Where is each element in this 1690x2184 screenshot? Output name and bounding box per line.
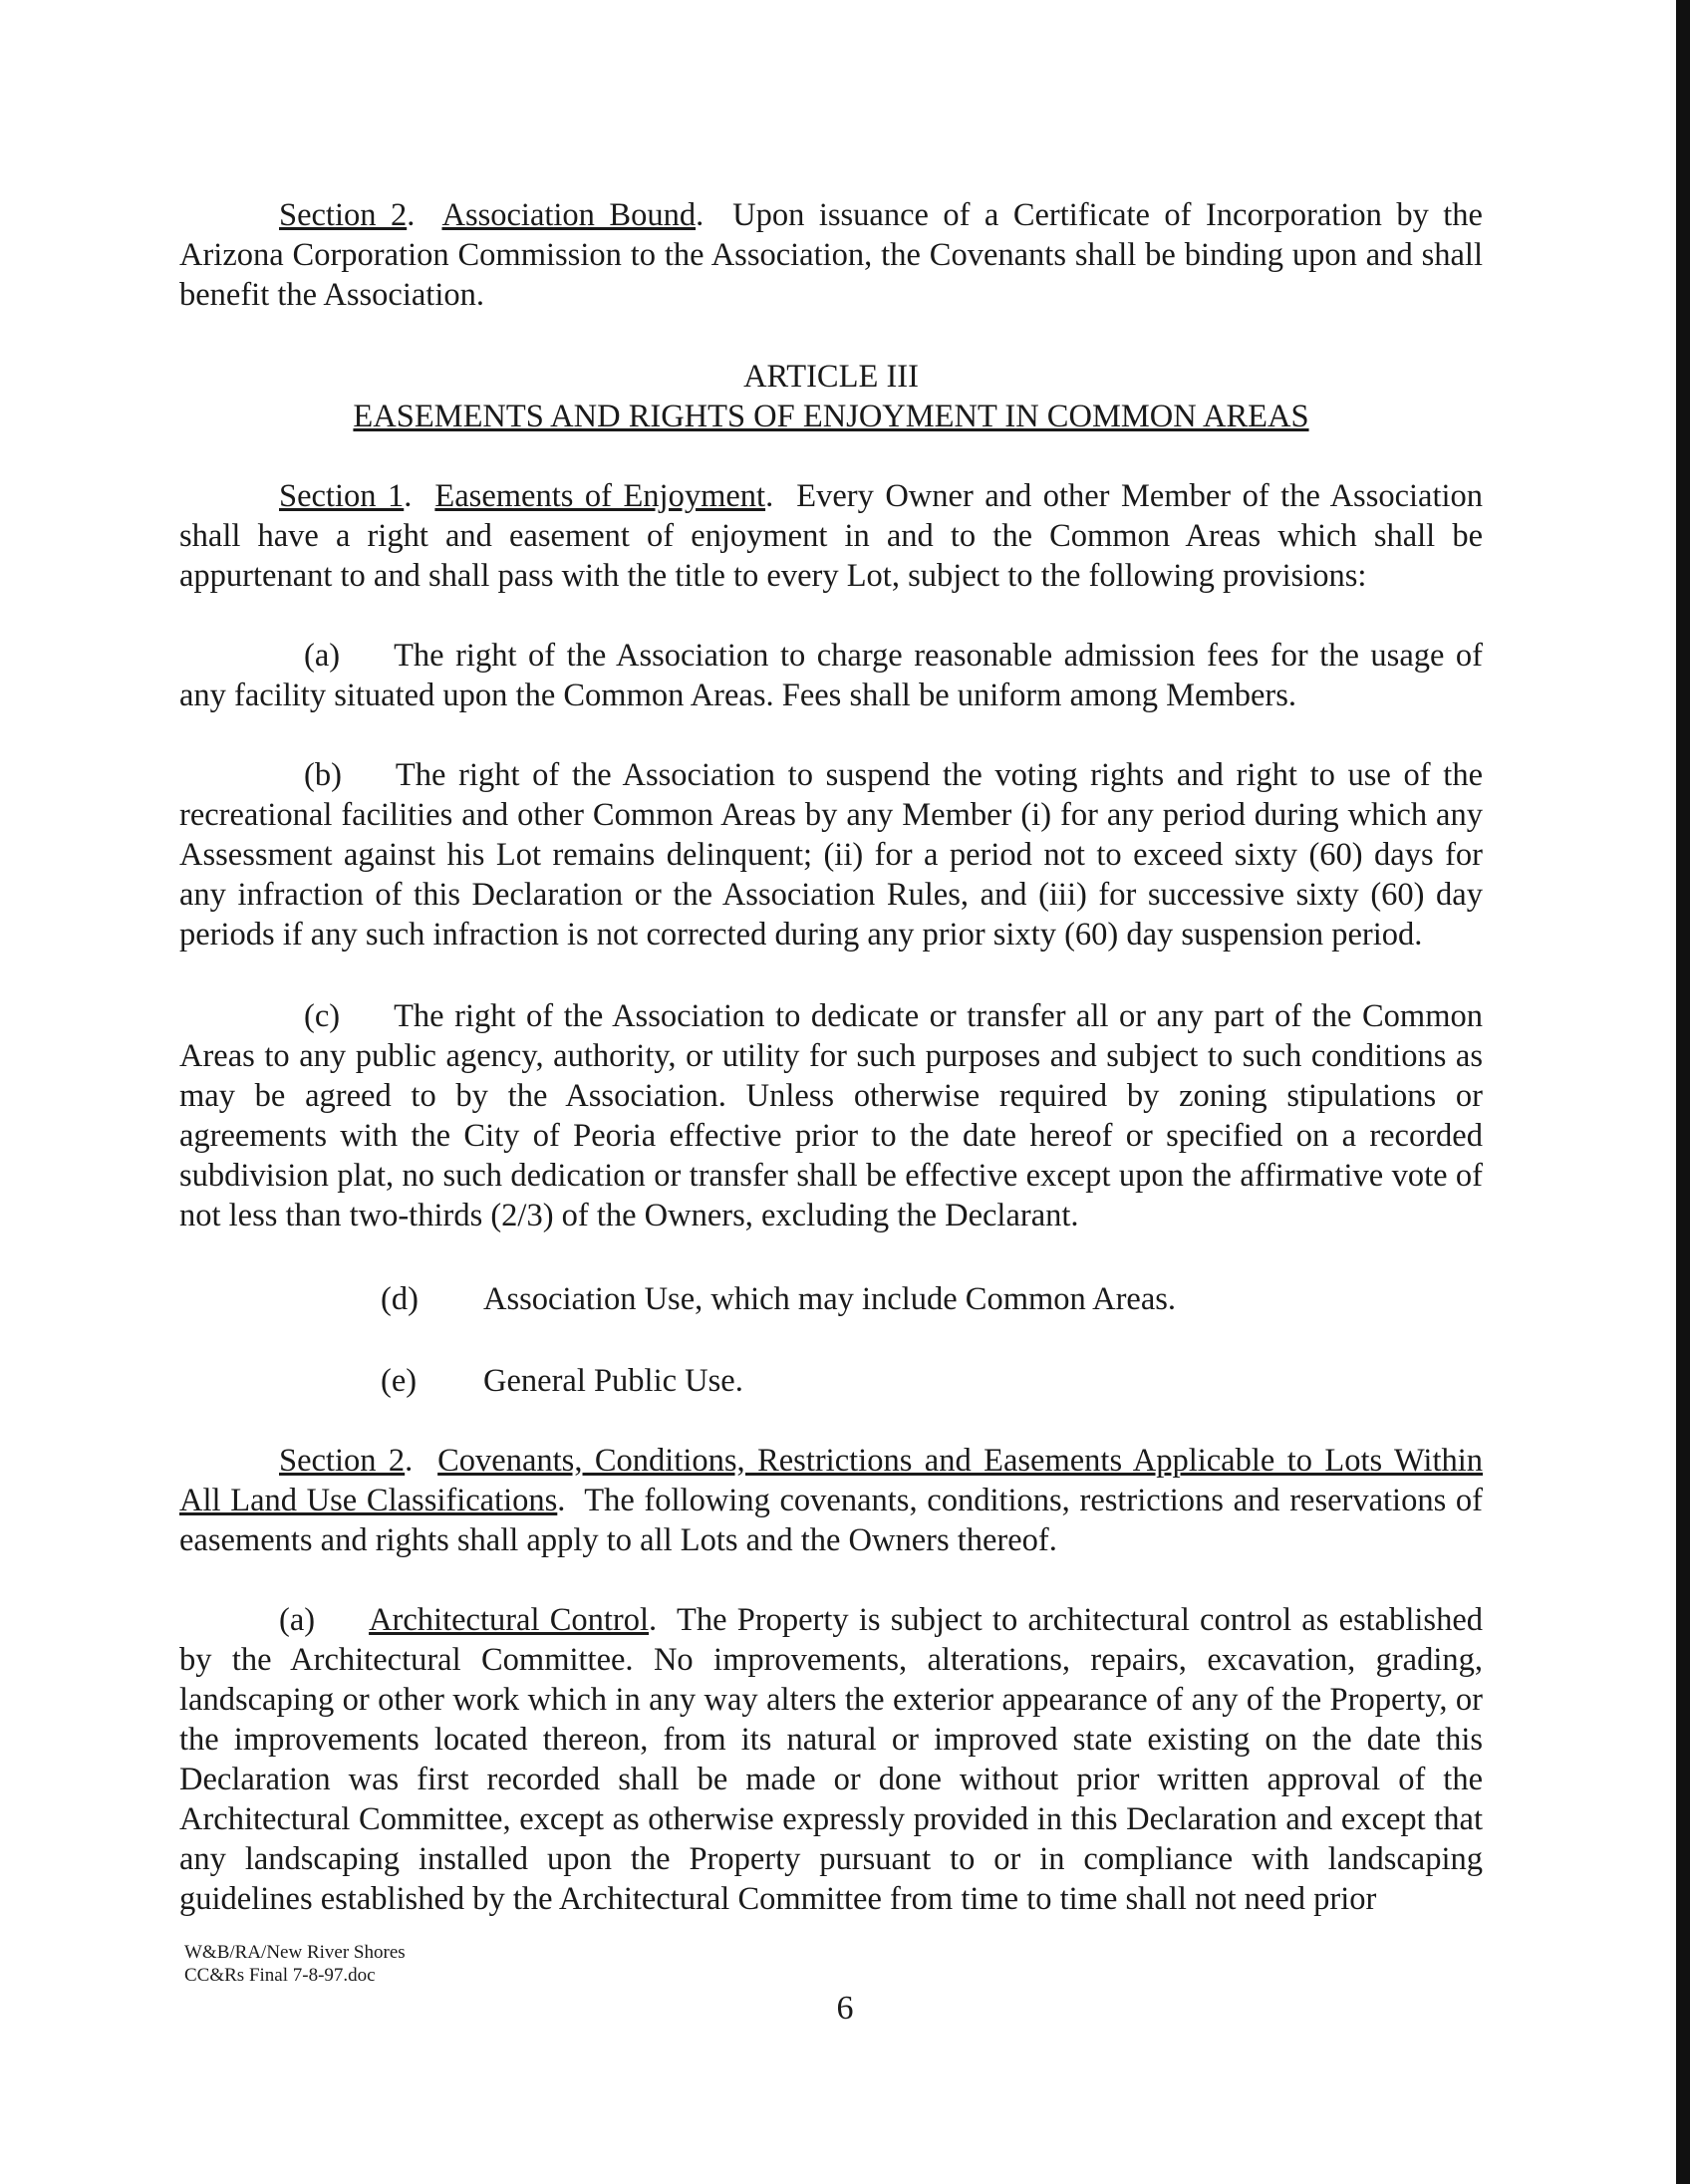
provision-text: General Public Use. bbox=[483, 1363, 743, 1399]
section-text: Every Owner and other Member of the Association shall have a right and easement of enjoyment in and to the Common Areas which shall be appurtenant to and shall pass with the title to every Lot, subject to the following provisions: bbox=[179, 478, 1484, 594]
provision-d bbox=[381, 1279, 1176, 1319]
footer-line-1: W&B/RA/New River Shores bbox=[184, 1942, 406, 1963]
provision-title: Architectural Control bbox=[369, 1602, 650, 1638]
section-title: Easements of Enjoyment bbox=[434, 478, 766, 514]
scan-edge bbox=[1676, 0, 1690, 2184]
provision-label: (d) bbox=[381, 1281, 419, 1317]
section-2-association-bound: Section 2. Association Bound. Upon issuance of a Certificate of Incorporation by the Arizona Corporation Commission to the Association, the Covenants shall be binding upon and shall benefit the Association. bbox=[179, 197, 1483, 313]
provision-b bbox=[179, 755, 1483, 955]
section-title: Association Bound bbox=[441, 197, 697, 233]
page-number: 6 bbox=[836, 1990, 854, 2027]
provision-label: (a) bbox=[304, 638, 341, 674]
provision-e bbox=[381, 1361, 743, 1401]
provision-text: Association Use, which may include Common Areas. bbox=[483, 1281, 1177, 1317]
provision-label: (b) bbox=[304, 757, 342, 793]
provision-label: (a) bbox=[279, 1602, 316, 1638]
article-number: ARTICLE III bbox=[743, 359, 919, 395]
section-text: The following covenants, conditions, restrictions and reservations of easements and rights shall apply to all Lots and the Owners thereof. bbox=[179, 1483, 1483, 1558]
provision-text: The right of the Association to dedicate or transfer all or any part of the Common Areas to any public agency, authority, or utility for such purposes and subject to such conditions as may be agreed to by the Association. Unless otherwise required by zoning stipulations or agreements with the City of Peoria effective prior to the date hereof or specified on a recorded subdivision plat, no such dedication or transfer shall be effective except upon the affirmative vote of not less than two-thirds (2/3) of the Owners, excluding the Declarant. bbox=[179, 998, 1483, 1233]
section-label: Section 2 bbox=[279, 197, 408, 233]
section-label: Section 1 bbox=[279, 478, 405, 514]
provision-text: The right of the Association to charge reasonable admission fees for the usage of any facility situated upon the Common Areas. Fees shall be uniform among Members. bbox=[179, 638, 1483, 713]
provision-text: The Property is subject to architectural control as established by the Architectural Committee. No improvements, alterations, repairs, excavation, grading, landscaping or other work which in any way alters the exterior appearance of any of the Property, or the improvements located thereon, from its natural or improved state existing on the date this Declaration was first recorded shall be made or done without prior written approval of the Architectural Committee, except as otherwise expressly provided in this Declaration and except that any landscaping installed upon the Property pursuant to or in compliance with landscaping guidelines established by the Architectural Committee from time to time shall not need prior bbox=[179, 1602, 1483, 1917]
provision-label: (e) bbox=[381, 1363, 418, 1399]
document-footer bbox=[184, 1941, 406, 1987]
section-label: Section 2 bbox=[279, 1443, 406, 1479]
section-title: Covenants, Conditions, Restrictions and Easements Applicable to Lots Within All Land Use Classifications bbox=[179, 1443, 1484, 1518]
article-title: EASEMENTS AND RIGHTS OF ENJOYMENT IN COMMON AREAS bbox=[353, 399, 1309, 434]
provision-label: (c) bbox=[304, 998, 341, 1034]
footer-line-2: CC&Rs Final 7-8-97.doc bbox=[184, 1965, 376, 1986]
section-1-easements: Section 1. Easements of Enjoyment. Every Owner and other Member of the Association shall have a right and easement of enjoyment in and to the Common Areas which shall be appurtenant to and shall pass with the title to every Lot, subject to the following provisions: bbox=[179, 478, 1484, 594]
section-2-covenants: Section 2. Covenants, Conditions, Restrictions and Easements Applicable to Lots Within All Land Use Classifications. The following covenants, conditions, restrictions and reservations of easements and rights shall apply to all Lots and the Owners thereof. bbox=[179, 1443, 1484, 1558]
section-text: Upon issuance of a Certificate of Incorporation by the Arizona Corporation Commission to the Association, the Covenants shall be binding upon and shall benefit the Association. bbox=[179, 197, 1483, 313]
provision-a bbox=[179, 636, 1483, 715]
provision-c bbox=[179, 996, 1483, 1235]
provision-text: The right of the Association to suspend the voting rights and right to use of the recreational facilities and other Common Areas by any Member (i) for any period during which any Assessment against his Lot remains delinquent; (ii) for a period not to exceed sixty (60) days for any infraction of this Declaration or the Association Rules, and (iii) for successive sixty (60) day periods if any such infraction is not corrected during any prior sixty (60) day suspension period. bbox=[179, 757, 1483, 953]
architectural-control: (a) Architectural Control. The Property is subject to architectural control as established by the Architectural Committee. No improvements, alterations, repairs, excavation, grading, landscaping or other work which in any way alters the exterior appearance of any of the Property, or the improvements located thereon, from its natural or improved state existing on the date this Declaration was first recorded shall be made or done without prior written approval of the Architectural Committee, except as otherwise expressly provided in this Declaration and except that any landscaping installed upon the Property pursuant to or in compliance with landscaping guidelines established by the Architectural Committee from time to time shall not need prior bbox=[179, 1602, 1483, 1917]
